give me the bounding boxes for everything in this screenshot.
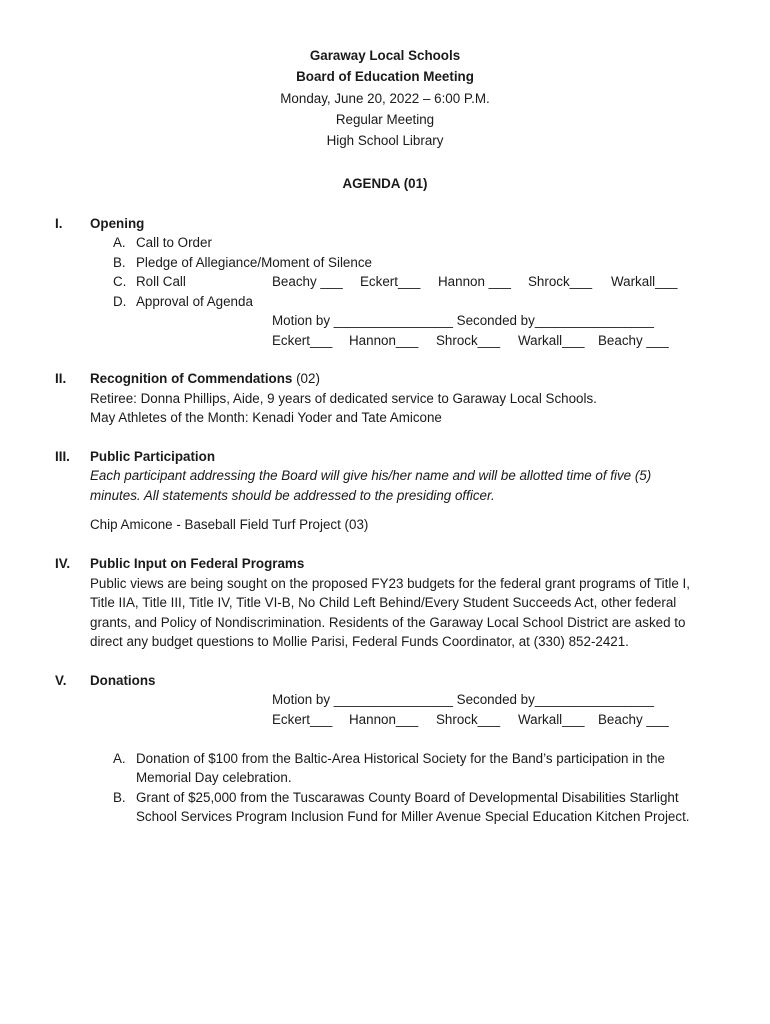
vote-eckert: Eckert___ — [272, 333, 333, 348]
motion-line: Motion by ________________ Seconded by________________ — [272, 313, 654, 328]
item-letter: D. — [113, 294, 127, 309]
meeting-date: Monday, June 20, 2022 – 6:00 P.M. — [280, 91, 490, 106]
donation-a-line: Donation of $100 from the Baltic-Area Historical Society for the Band’s participation in the — [136, 751, 665, 766]
agenda-title: AGENDA (01) — [342, 176, 428, 191]
donation-b-line: Grant of $25,000 from the Tuscarawas County Board of Developmental Disabilities Starlight — [136, 790, 679, 805]
vote-shrock: Shrock___ — [436, 712, 501, 727]
item-pledge: Pledge of Allegiance/Moment of Silence — [136, 255, 372, 270]
section-3-title: Public Participation — [90, 449, 216, 464]
federal-programs-line: Public views are being sought on the proposed FY23 budgets for the federal grant programs of Title I, — [90, 576, 690, 591]
retiree-line: Retiree: Donna Phillips, Aide, 9 years of dedicated service to Garaway Local Schools. — [90, 391, 597, 406]
section-3-number: III. — [55, 449, 70, 464]
item-roll-call: Roll Call — [136, 274, 186, 289]
participation-rule-line: minutes. All statements should be addressed to the presiding officer. — [90, 488, 495, 503]
item-approval-agenda: Approval of Agenda — [136, 294, 253, 309]
section-5-title: Donations — [90, 673, 156, 688]
section-1-title: Opening — [90, 216, 145, 231]
participation-rule-line: Each participant addressing the Board will give his/her name and will be allotted time of five (5) — [90, 468, 652, 483]
federal-programs-line: Title IIA, Title III, Title IV, Title VI-B, No Child Left Behind/Every Student Succeeds Act, other federal — [90, 595, 677, 610]
section-4-title: Public Input on Federal Programs — [90, 556, 305, 571]
participant-item: Chip Amicone - Baseball Field Turf Project (03) — [90, 517, 369, 532]
section-1-number: I. — [55, 216, 63, 231]
item-letter: A. — [113, 751, 126, 766]
athletes-line: May Athletes of the Month: Kenadi Yoder and Tate Amicone — [90, 410, 442, 425]
vote-hannon: Hannon___ — [349, 333, 419, 348]
rollcall-eckert: Eckert___ — [360, 274, 421, 289]
section-2-heading — [90, 371, 320, 386]
donation-a-line: Memorial Day celebration. — [136, 770, 292, 785]
vote-warkall: Warkall___ — [518, 333, 585, 348]
item-letter: A. — [113, 235, 126, 250]
vote-eckert: Eckert___ — [272, 712, 333, 727]
section-2-number: II. — [55, 371, 67, 386]
meeting-title: Board of Education Meeting — [296, 69, 474, 84]
rollcall-beachy: Beachy ___ — [272, 274, 343, 289]
rollcall-hannon: Hannon ___ — [438, 274, 511, 289]
section-5-number: V. — [55, 673, 67, 688]
meeting-location: High School Library — [326, 133, 444, 148]
item-letter: C. — [113, 274, 127, 289]
item-call-to-order: Call to Order — [136, 235, 212, 250]
vote-hannon: Hannon___ — [349, 712, 419, 727]
section-2-code: (02) — [296, 371, 320, 386]
item-letter: B. — [113, 255, 126, 270]
rollcall-warkall: Warkall___ — [611, 274, 678, 289]
vote-beachy: Beachy ___ — [598, 333, 669, 348]
vote-shrock: Shrock___ — [436, 333, 501, 348]
federal-programs-line: direct any budget questions to Mollie Parisi, Federal Funds Coordinator, at (330) 852-2421. — [90, 634, 629, 649]
item-letter: B. — [113, 790, 126, 805]
vote-beachy: Beachy ___ — [598, 712, 669, 727]
federal-programs-line: grants, and Policy of Nondiscrimination. Residents of the Garaway Local School District are asked to — [90, 615, 686, 630]
motion-line: Motion by ________________ Seconded by________________ — [272, 692, 654, 707]
rollcall-shrock: Shrock___ — [528, 274, 593, 289]
section-2-title: Recognition of Commendations — [90, 371, 293, 386]
section-4-number: IV. — [55, 556, 71, 571]
vote-warkall: Warkall___ — [518, 712, 585, 727]
meeting-type: Regular Meeting — [335, 112, 435, 127]
org-name: Garaway Local Schools — [309, 48, 461, 63]
donation-b-line: School Services Program Inclusion Fund for Miller Avenue Special Education Kitchen Project. — [136, 809, 690, 824]
